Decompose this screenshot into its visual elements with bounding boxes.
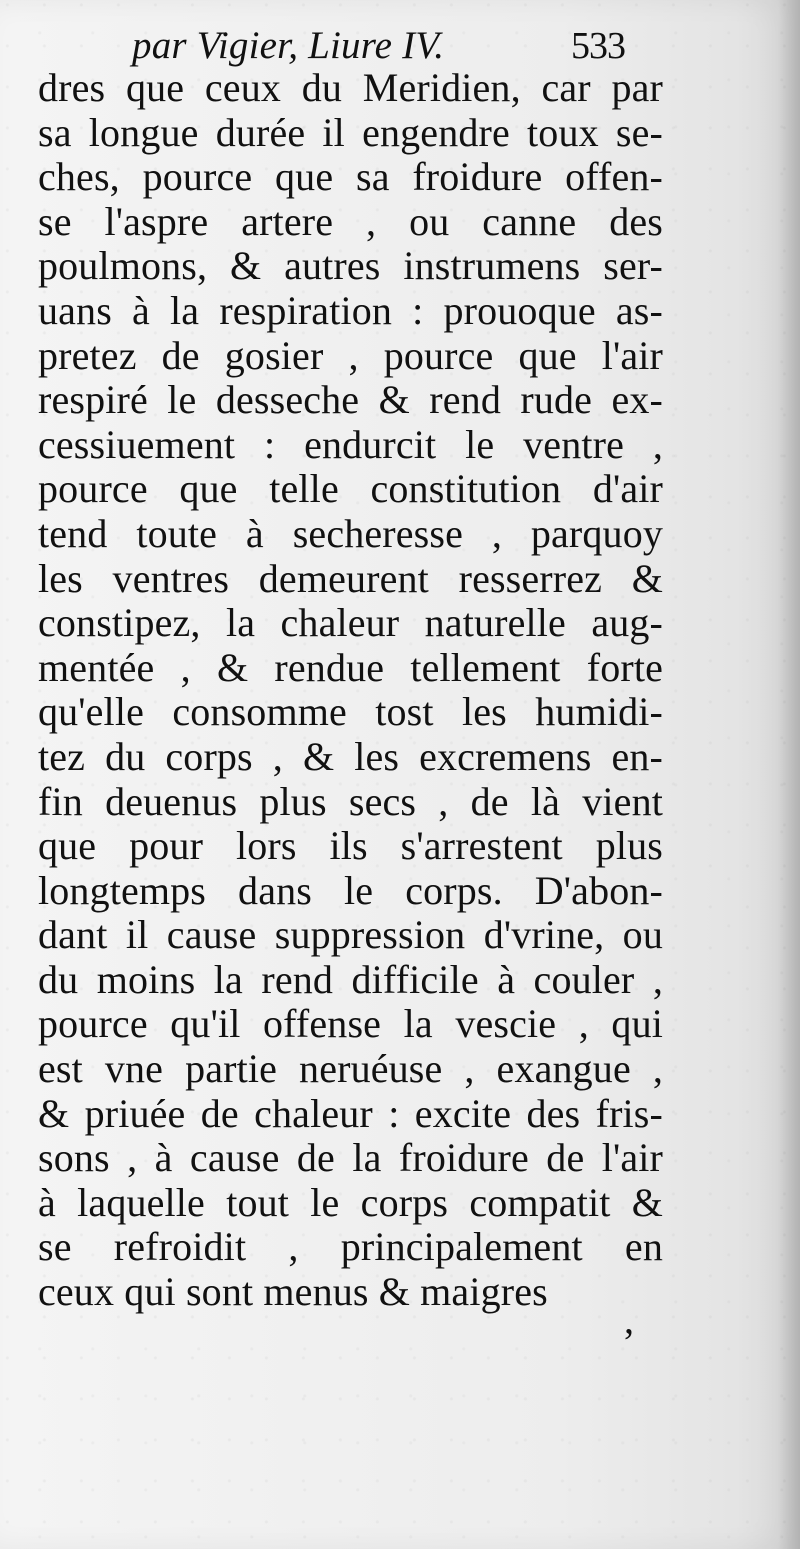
text-line-9: cessiuement : endurcit le ventre ,: [38, 421, 663, 467]
text-line-16: tez du corps , & les excremens en-: [38, 733, 663, 779]
page-number: 533: [571, 25, 625, 67]
running-header: par Vigier, Liure IV.: [132, 24, 445, 67]
text-line-25: sons , à cause de la froidure de l'air: [38, 1135, 663, 1181]
text-line-18: que pour lors ils s'arrestent plus: [38, 823, 663, 869]
text-line-15: qu'elle consomme tost les humidi-: [38, 689, 663, 735]
text-line-8: respiré le desseche & rend rude ex-: [38, 377, 663, 423]
text-line-17: fin deuenus plus secs , de là vient: [38, 778, 663, 824]
text-line-6: uans à la respiration : prouoque as-: [38, 287, 663, 333]
text-line-12: les ventres demeurent resserrez &: [38, 555, 663, 601]
text-line-24: & priuée de chaleur : excite des fris-: [38, 1090, 663, 1136]
text-line-27: se refroidit , principalement en: [38, 1224, 663, 1270]
text-line-22: pource qu'il offense la vescie , qui: [38, 1001, 663, 1047]
text-line-1: dres que ceux du Meridien, car par: [38, 65, 663, 110]
text-line-11: tend toute à secheresse , parquoy: [38, 510, 663, 556]
text-line-21: du moins la rend difficile à couler ,: [38, 956, 663, 1002]
text-line-23: est vne partie neruéuse , exangue ,: [38, 1046, 663, 1092]
text-line-13: constipez, la chaleur naturelle aug-: [38, 600, 663, 646]
body-text: [38, 66, 663, 1315]
text-line-2: sa longue durée il engendre toux se-: [38, 109, 663, 155]
text-line-28: ceux qui sont menus & maigres: [38, 1269, 548, 1315]
text-line-20: dant il cause suppression d'vrine, ou: [38, 912, 663, 958]
text-line-5: poulmons, & autres instrumens ser-: [38, 243, 663, 289]
text-line-26: à laquelle tout le corps compatit &: [38, 1179, 663, 1225]
text-line-3: ches, pource que sa froidure offen-: [38, 154, 663, 200]
page-fold-shadow: [778, 0, 800, 1549]
text-line-14: mentée , & rendue tellement forte: [38, 644, 663, 690]
text-line-10: pource que telle constitution d'air: [38, 466, 663, 512]
text-line-7: pretez de gosier , pource que l'air: [38, 332, 663, 378]
bleed-through-shadow: [205, 1308, 645, 1353]
text-line-4: se l'aspre artere , ou canne des: [38, 198, 663, 244]
trailing-comma: ,: [624, 1297, 634, 1342]
text-line-19: longtemps dans le corps. D'abon-: [38, 867, 663, 913]
